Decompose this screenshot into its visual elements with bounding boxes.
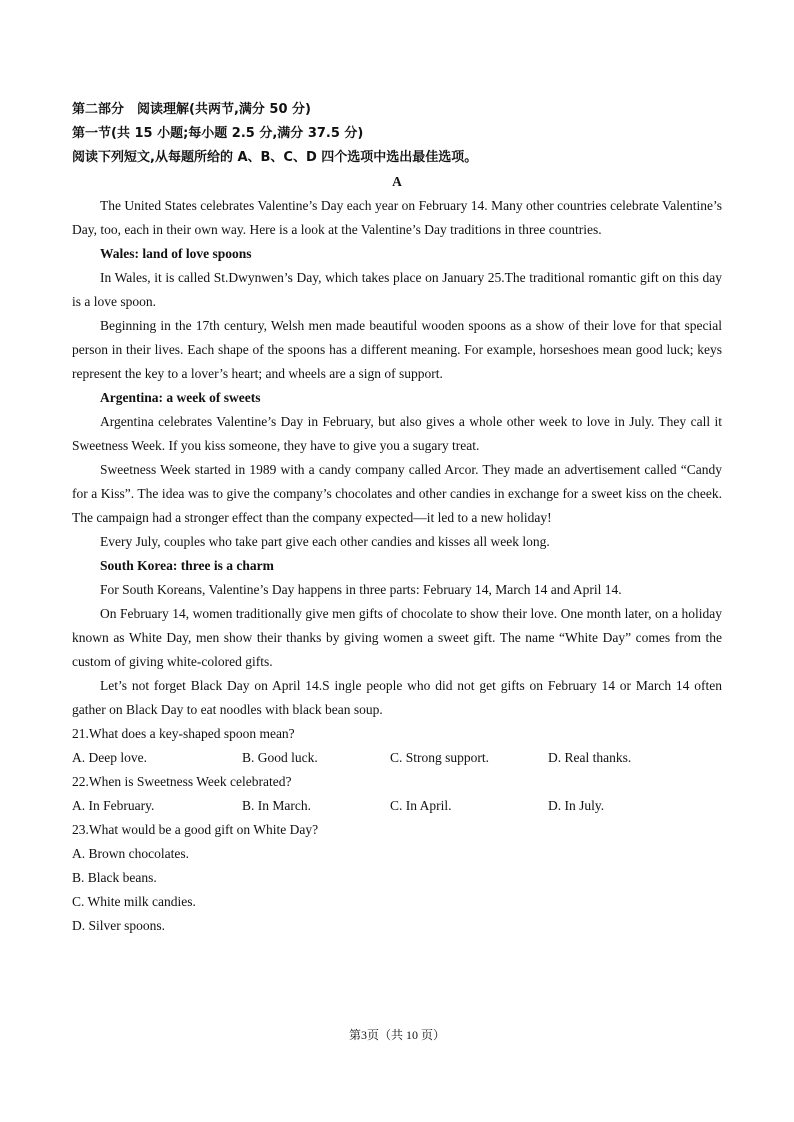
paragraph-korea-3: Let’s not forget Black Day on April 14.S ingle people who did not get gifts on February 14 or March 14 often gather on Black Day to eat noodles with black bean soup.: [72, 678, 722, 717]
option-d[interactable]: D. Real thanks.: [548, 750, 632, 765]
option-a[interactable]: A. In February.: [72, 798, 155, 813]
question-22-options: [72, 794, 722, 818]
option-b[interactable]: B. Good luck.: [242, 750, 318, 765]
part-heading: 第二部分 阅读理解(共两节,满分 50 分): [72, 102, 311, 117]
subheading-south-korea: South Korea: three is a charm: [100, 558, 274, 573]
question-21-stem: 21.What does a key-shaped spoon mean?: [72, 726, 295, 741]
paragraph-argentina-3: Every July, couples who take part give each other candies and kisses all week long.: [100, 534, 550, 549]
paragraph-wales-1: In Wales, it is called St.Dwynwen’s Day, which takes place on January 25.The traditional romantic gift on this day is a love spoon.: [72, 270, 722, 309]
question-22-stem: 22.When is Sweetness Week celebrated?: [72, 774, 292, 789]
page-content: [72, 98, 722, 938]
question-21-options: [72, 746, 722, 770]
paragraph-wales-2: Beginning in the 17th century, Welsh men made beautiful wooden spoons as a show of their love for that special person in their lives. Each shape of the spoons has a different meaning. For example, horseshoes mean good luck; keys represent the key to a lover’s heart; and wheels are a sign of support.: [72, 318, 722, 381]
page-number: 第3页（共 10 页）: [348, 1028, 445, 1042]
subheading-argentina: Argentina: a week of sweets: [100, 390, 261, 405]
option-b[interactable]: B. In March.: [242, 798, 311, 813]
paragraph-argentina-2: Sweetness Week started in 1989 with a candy company called Arcor. They made an advertisement called “Candy for a Kiss”. The idea was to give the company’s chocolates and other candies in exchange for a sweet kiss on the cheek. The campaign had a stronger effect than the company expected—it led to a new holiday!: [72, 462, 722, 525]
option-c[interactable]: C. Strong support.: [390, 750, 490, 765]
paragraph-korea-1: For South Koreans, Valentine’s Day happens in three parts: February 14, March 14 and April 14.: [100, 582, 622, 597]
option-a[interactable]: A. Brown chocolates.: [72, 846, 189, 861]
question-23-stem: 23.What would be a good gift on White Day?: [72, 822, 319, 837]
paragraph-argentina-1: Argentina celebrates Valentine’s Day in February, but also gives a whole other week to love in July. They call it Sweetness Week. If you kiss someone, they have to give you a sugary treat.: [72, 414, 722, 453]
section-heading: 第一节(共 15 小题;每小题 2.5 分,满分 37.5 分): [72, 126, 364, 141]
option-d[interactable]: D. Silver spoons.: [72, 918, 166, 933]
option-a[interactable]: A. Deep love.: [72, 750, 147, 765]
option-c[interactable]: C. White milk candies.: [72, 894, 196, 909]
paragraph-intro: The United States celebrates Valentine’s Day each year on February 14. Many other countries celebrate Valentine’s Day, too, each in their own way. Here is a look at the Valentine’s Day traditions in three countries.: [72, 198, 722, 237]
subheading-wales: Wales: land of love spoons: [100, 246, 252, 261]
option-c[interactable]: C. In April.: [390, 798, 452, 813]
instruction-text: 阅读下列短文,从每题所给的 A、B、C、D 四个选项中选出最佳选项。: [72, 150, 478, 165]
passage-letter: A: [392, 174, 402, 189]
option-b[interactable]: B. Black beans.: [72, 870, 157, 885]
option-d[interactable]: D. In July.: [548, 798, 605, 813]
paragraph-korea-2: On February 14, women traditionally give men gifts of chocolate to show their love. One month later, on a holiday known as White Day, men show their thanks by giving women a sweet gift. The name “White Day” comes from the custom of giving white-colored gifts.: [72, 606, 722, 669]
